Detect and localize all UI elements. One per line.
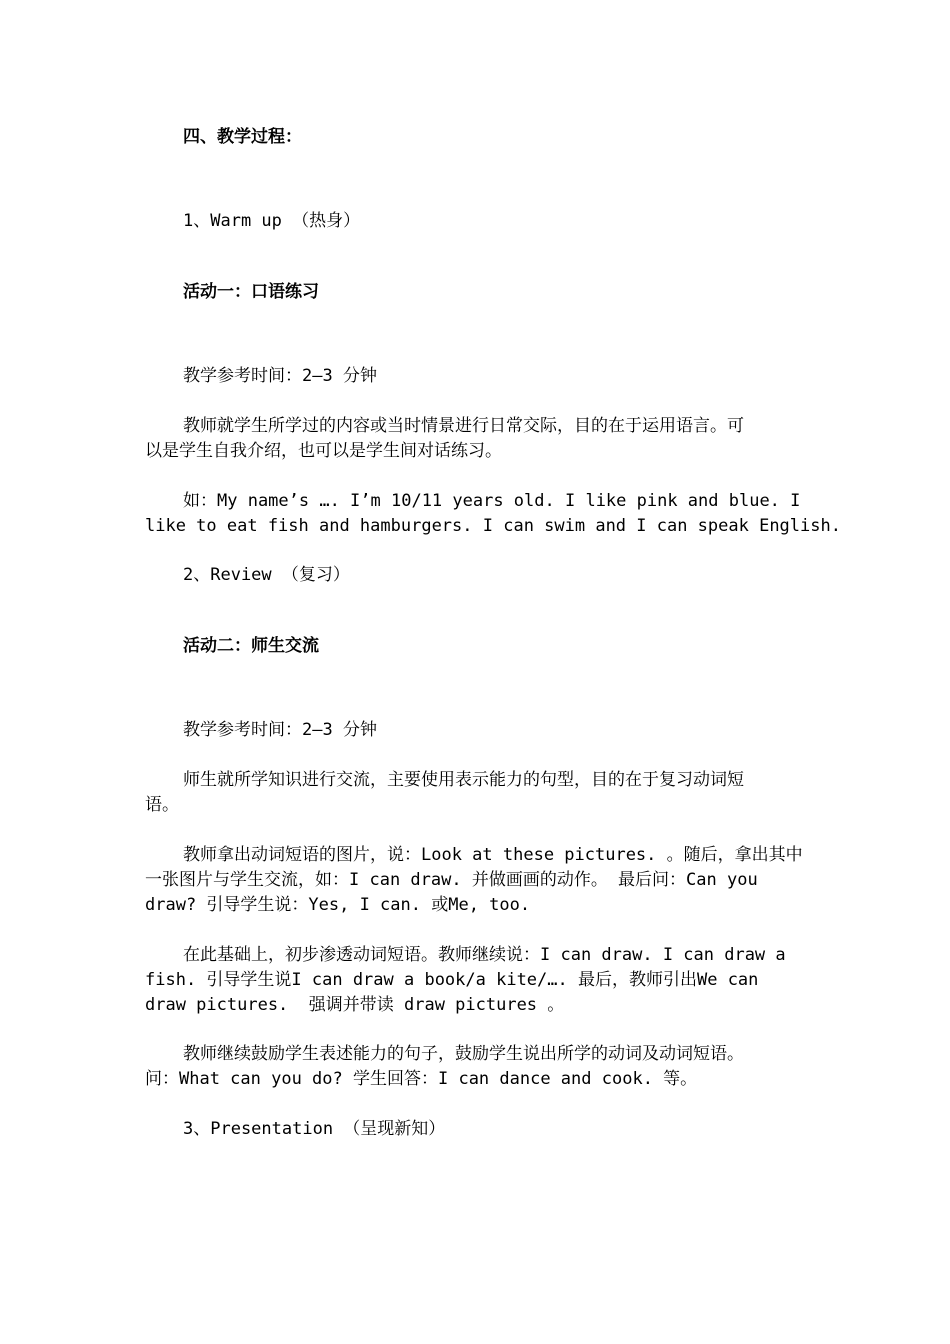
review-para3-line2: fish. 引导学生说I can draw a book/a kite/…. 最后，教师引出We can (145, 970, 759, 990)
review-para2-line3: draw? 引导学生说：Yes, I can. 或Me, too. (145, 895, 531, 915)
presentation-heading: 3、Presentation （呈现新知） (183, 1119, 446, 1139)
review-para2-line2: 一张图片与学生交流，如：I can draw. 并做画画的动作。 最后问：Can you (145, 870, 758, 890)
section-heading: 四、教学过程： (183, 127, 302, 147)
review-para3-line3: draw pictures. 强调并带读 draw pictures 。 (145, 995, 565, 1015)
warmup-para2-line1: 如：My name’s …. I’m 10/11 years old. I like pink and blue. I (183, 491, 801, 511)
review-para3-line1: 在此基础上，初步渗透动词短语。教师继续说：I can draw. I can draw a (183, 945, 786, 965)
warmup-para2-line2: like to eat fish and hamburgers. I can swim and I can speak English. (145, 516, 841, 536)
review-para4-line2: 问：What can you do? 学生回答：I can dance and cook. 等。 (145, 1069, 698, 1089)
review-para4-line1: 教师继续鼓励学生表述能力的句子，鼓励学生说出所学的动词及动词短语。 (183, 1044, 744, 1064)
review-para1-line2: 语。 (145, 795, 179, 815)
warmup-para1-line1: 教师就学生所学过的内容或当时情景进行日常交际，目的在于运用语言。可 (183, 416, 744, 436)
warmup-heading: 1、Warm up （热身） (183, 211, 361, 231)
warmup-time: 教学参考时间：2—3 分钟 (183, 366, 377, 386)
review-para2-line1: 教师拿出动词短语的图片，说：Look at these pictures. 。随后，拿出其中 (183, 845, 803, 865)
warmup-para1-line2: 以是学生自我介绍，也可以是学生间对话练习。 (145, 441, 502, 461)
review-time: 教学参考时间：2—3 分钟 (183, 720, 377, 740)
review-para1-line1: 师生就所学知识进行交流，主要使用表示能力的句型，目的在于复习动词短 (183, 770, 744, 790)
activity-two-title: 活动二：师生交流 (183, 636, 319, 656)
review-heading: 2、Review （复习） (183, 565, 350, 585)
activity-one-title: 活动一：口语练习 (183, 282, 319, 302)
